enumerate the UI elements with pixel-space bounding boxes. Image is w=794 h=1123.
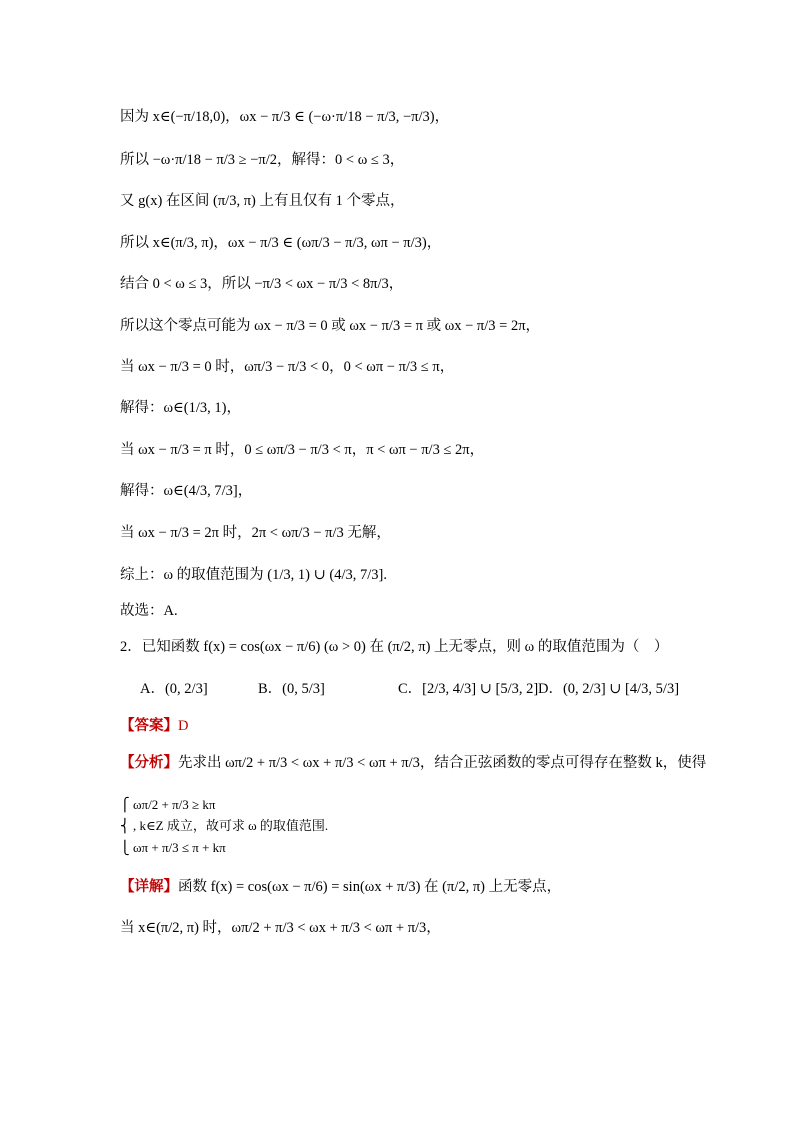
solution-line-10: 解得：ω∈(4/3, 7/3]，: [120, 483, 253, 499]
solution-line-1: 因为 x∈(−π/18,0)，ωx − π/3 ∈ (−ω·π/18 − π/3, −π/3)，: [120, 109, 450, 125]
solution-line-6: 所以这个零点可能为 ωx − π/3 = 0 或 ωx − π/3 = π 或 ωx − π/3 = 2π，: [120, 318, 541, 334]
detail-line-2: 当 x∈(π/2, π) 时，ωπ/2 + π/3 < ωx + π/3 < ωπ + π/3，: [120, 920, 441, 936]
solution-line-7: 当 ωx − π/3 = 0 时，ωπ/3 − π/3 < 0，0 < ωπ − π/3 ≤ π，: [120, 359, 455, 375]
solution-line-11: 当 ωx − π/3 = 2π 时，2π < ωπ/3 − π/3 无解，: [120, 525, 391, 541]
analysis-text: 先求出 ωπ/2 + π/3 < ωx + π/3 < ωπ + π/3，结合正弦函数的零点可得存在整数 k，使得: [178, 755, 707, 771]
answer-value: D: [178, 718, 189, 734]
analysis-line: [120, 753, 706, 773]
solution-line-5: 结合 0 < ω ≤ 3，所以 −π/3 < ωx − π/3 < 8π/3，: [120, 276, 404, 292]
system-row-1: ⎧ ωπ/2 + π/3 ≥ kπ: [120, 797, 216, 812]
question-2: 2．已知函数 f(x) = cos(ωx − π/6) (ω > 0) 在 (π/2, π) 上无零点，则 ω 的取值范围为（ ）: [120, 639, 669, 655]
analysis-tag: 【分析】: [120, 755, 178, 771]
option-c: C．[2/3, 4/3] ∪ [5/3, 2]: [398, 681, 539, 697]
option-d: D．(0, 2/3] ∪ [4/3, 5/3]: [538, 681, 680, 697]
detail-text: 函数 f(x) = cos(ωx − π/6) = sin(ωx + π/3) 在 (π/2, π) 上无零点，: [178, 879, 562, 895]
solution-line-12: 综上：ω 的取值范围为 (1/3, 1) ∪ (4/3, 7/3].: [120, 567, 387, 583]
answer-tag: 【答案】: [120, 718, 178, 734]
solution-line-8: 解得：ω∈(1/3, 1)，: [120, 400, 241, 416]
solution-line-9: 当 ωx − π/3 = π 时，0 ≤ ωπ/3 − π/3 < π，π < ωπ − π/3 ≤ 2π，: [120, 442, 485, 458]
answer-line: [120, 716, 188, 736]
system-row-2: ⎨ , k∈Z 成立，故可求 ω 的取值范围.: [120, 818, 329, 833]
solution-line-13: 故选：A.: [120, 603, 178, 619]
detail-line: [120, 877, 561, 897]
solution-line-2: 所以 −ω·π/18 − π/3 ≥ −π/2，解得：0 < ω ≤ 3，: [120, 152, 405, 168]
system-row-3: ⎩ ωπ + π/3 ≤ π + kπ: [120, 840, 226, 855]
detail-tag: 【详解】: [120, 879, 178, 895]
solution-line-4: 所以 x∈(π/3, π)，ωx − π/3 ∈ (ωπ/3 − π/3, ωπ − π/3)，: [120, 235, 442, 251]
option-a: A．(0, 2/3]: [140, 681, 208, 697]
solution-line-3: 又 g(x) 在区间 (π/3, π) 上有且仅有 1 个零点，: [120, 193, 405, 209]
option-b: B．(0, 5/3]: [258, 681, 325, 697]
